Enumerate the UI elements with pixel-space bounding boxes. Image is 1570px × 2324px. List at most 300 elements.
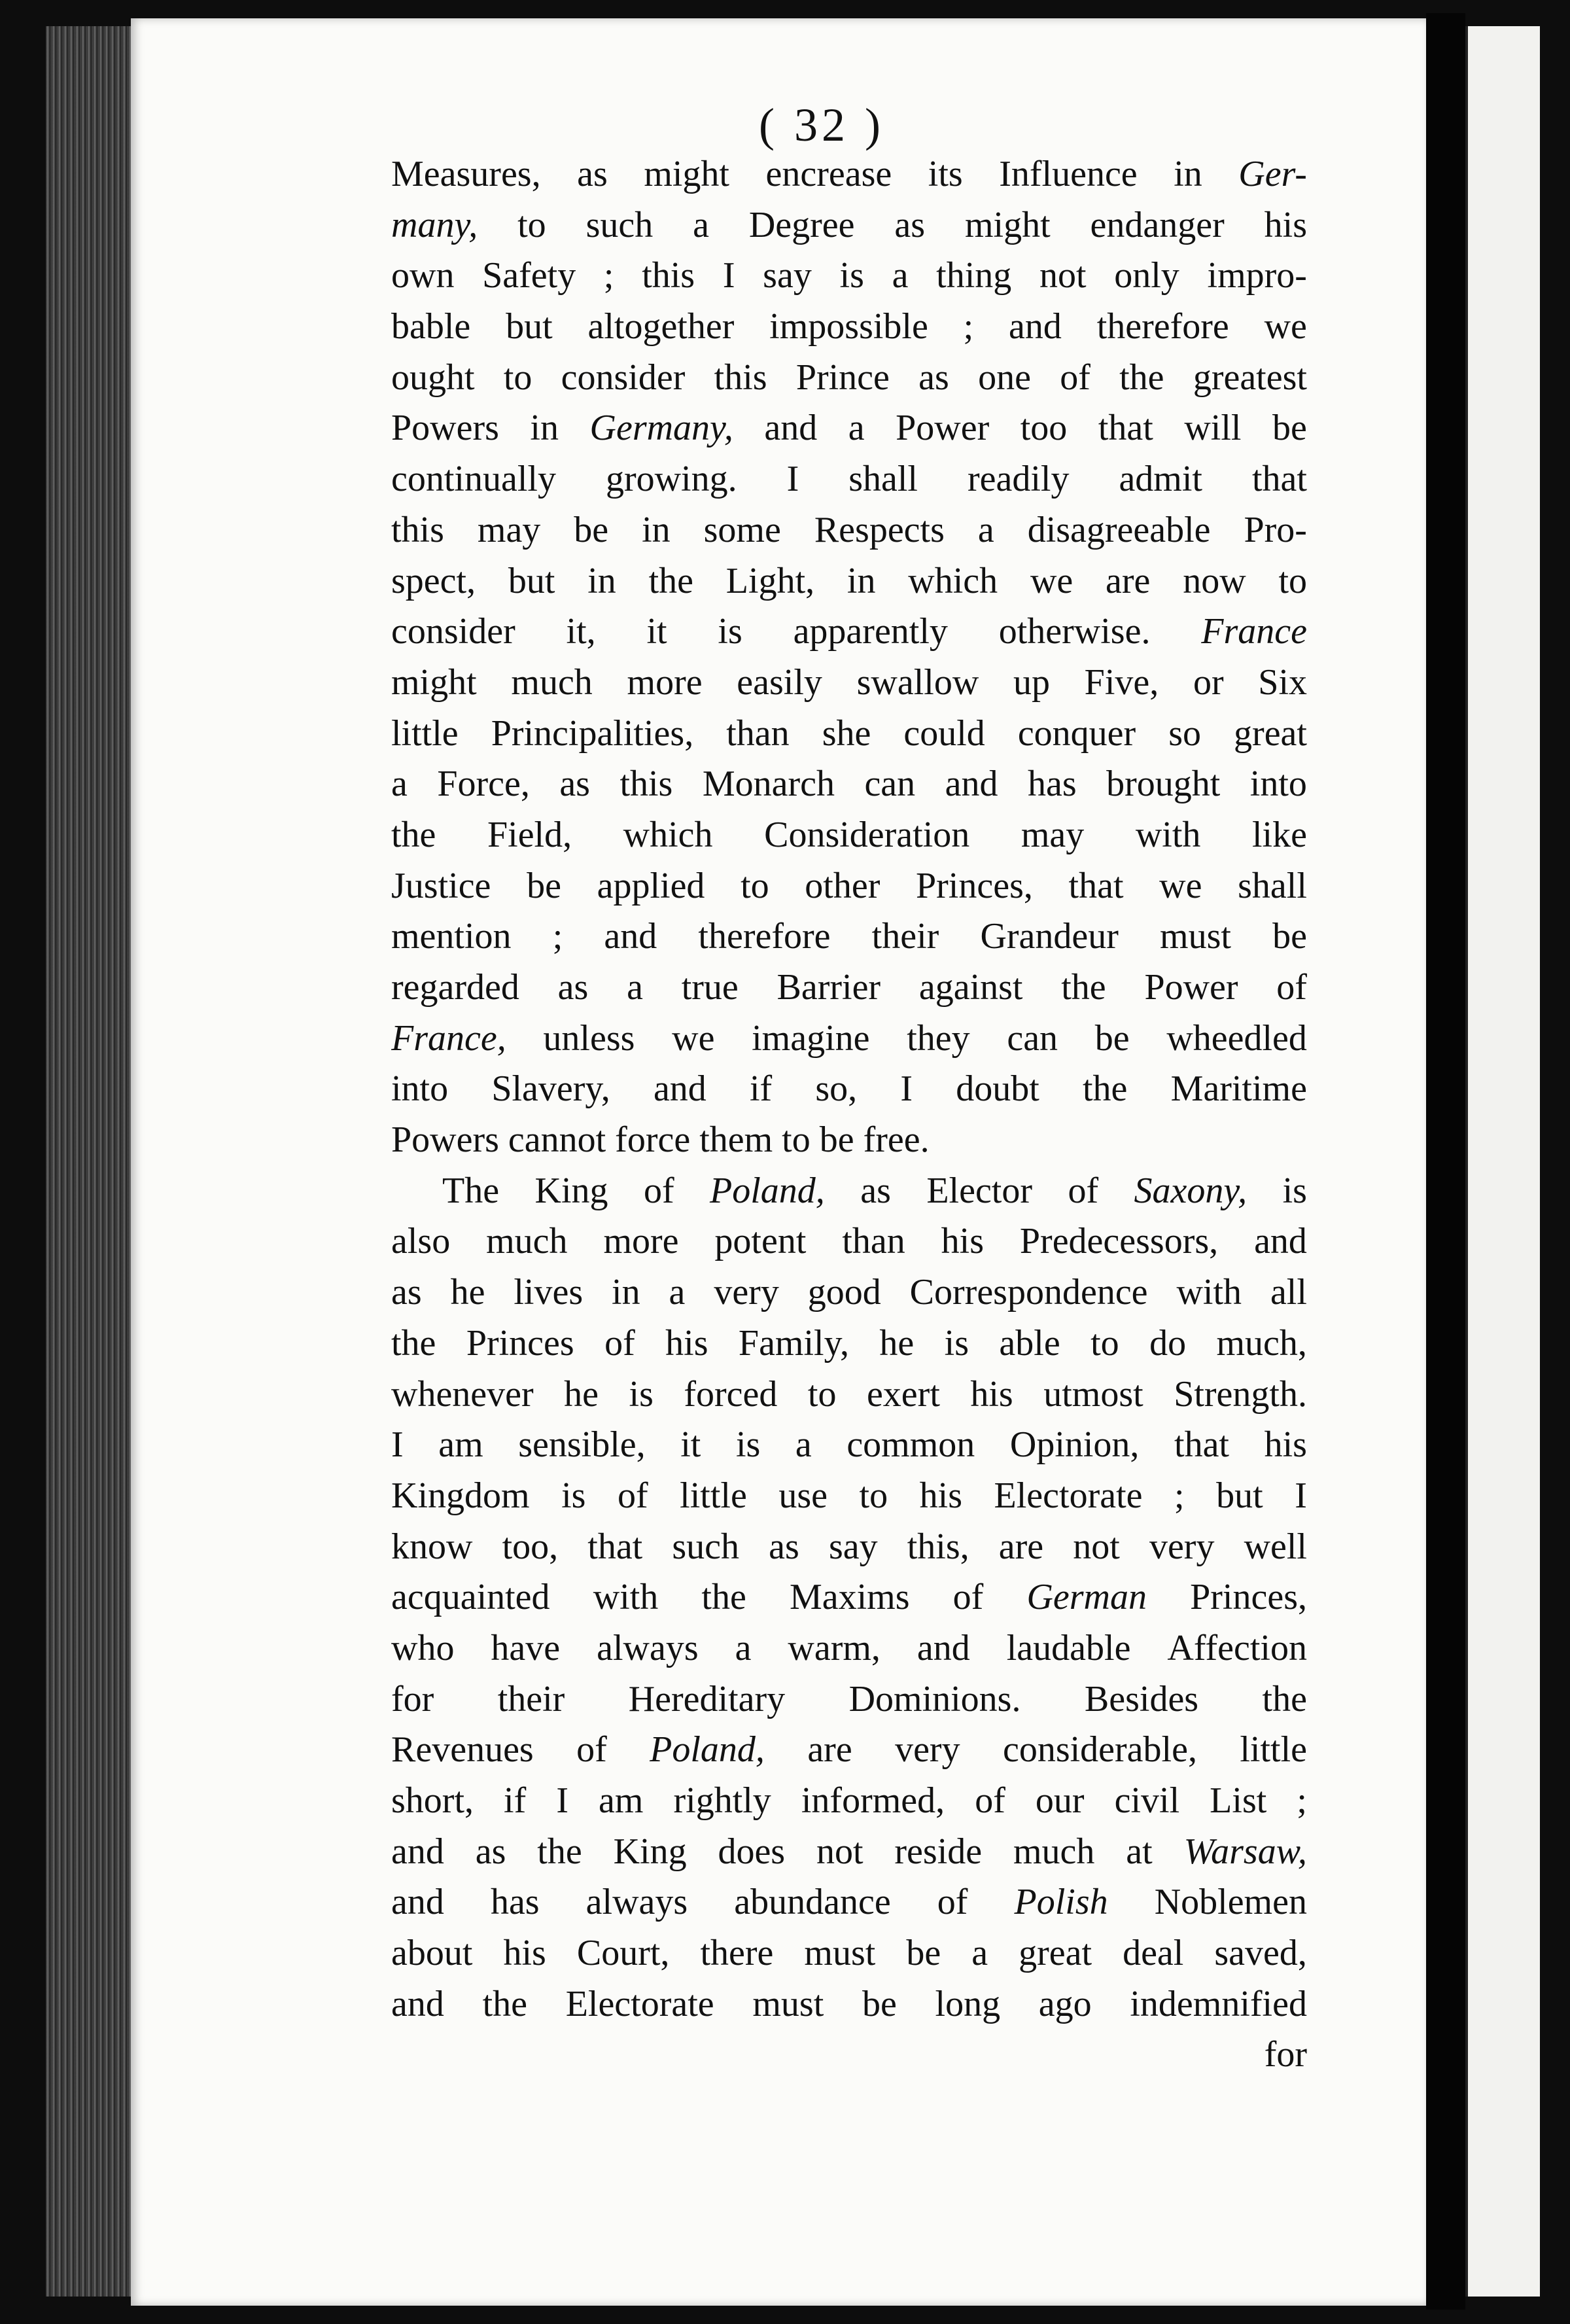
word: may: [1020, 814, 1085, 855]
word: Powers: [391, 1119, 499, 1161]
text-line: [391, 1166, 1307, 1217]
word: which: [908, 560, 998, 601]
word: great: [1019, 1933, 1092, 1974]
word: regarded: [391, 967, 519, 1008]
word: always: [597, 1627, 699, 1668]
word: spect,: [391, 560, 476, 601]
word: with: [593, 1577, 659, 1618]
word: there: [700, 1933, 774, 1974]
word: Predecessors,: [1019, 1221, 1219, 1262]
word: of: [937, 1882, 968, 1923]
word: and: [391, 1882, 444, 1923]
word: German: [1026, 1577, 1147, 1618]
word: the: [1061, 967, 1106, 1008]
word: is: [561, 1475, 586, 1516]
word: saved,: [1214, 1933, 1307, 1974]
word: Saxony,: [1134, 1170, 1247, 1211]
word: a: [892, 255, 909, 296]
word: Princes,: [916, 865, 1033, 906]
word: Family,: [738, 1322, 849, 1364]
word: thing: [936, 255, 1012, 296]
word: endanger: [1090, 204, 1225, 245]
word: Grandeur: [980, 916, 1119, 957]
word: ;: [963, 306, 974, 347]
word: is: [1282, 1170, 1307, 1211]
word: indemnified: [1130, 1983, 1307, 2024]
text-line: [391, 962, 1307, 1013]
word: with: [1176, 1272, 1242, 1313]
body-text: [391, 149, 1307, 2081]
word: we: [1030, 560, 1073, 601]
text-line: [391, 1572, 1307, 1623]
word: forced: [684, 1373, 778, 1415]
text-line: [391, 1115, 1307, 1166]
word: in: [1174, 154, 1202, 194]
word: that: [1098, 408, 1153, 449]
word: Power: [896, 408, 990, 449]
word: otherwise.: [998, 611, 1151, 652]
word: very: [1149, 1526, 1215, 1567]
text-line: [391, 911, 1307, 962]
word: not: [816, 1831, 864, 1872]
word: his: [1264, 1424, 1307, 1466]
text-line: [391, 1827, 1307, 1878]
word: short,: [391, 1780, 474, 1821]
word: ;: [1174, 1475, 1185, 1516]
book-page-edges: [46, 26, 137, 2297]
word: this: [391, 509, 444, 550]
word: many,: [391, 204, 478, 245]
text-line: [391, 454, 1307, 505]
page-number: ( 32 ): [759, 99, 884, 151]
word: Polish: [1014, 1882, 1108, 1923]
text-line: [391, 759, 1307, 810]
word: Court,: [576, 1933, 670, 1974]
text-line: [391, 709, 1307, 760]
word: always: [585, 1882, 688, 1923]
word: is: [944, 1322, 969, 1364]
word: civil: [1114, 1780, 1180, 1821]
word: ;: [603, 255, 614, 296]
word: Prince: [795, 357, 890, 398]
word: reside: [894, 1831, 983, 1872]
word: the: [391, 814, 436, 855]
word: and: [1254, 1221, 1307, 1262]
word: Five,: [1084, 661, 1159, 703]
word: deal: [1123, 1933, 1184, 1974]
word: some: [703, 509, 781, 550]
word: it: [646, 611, 667, 652]
word: consider: [561, 357, 686, 398]
word: Strength.: [1174, 1373, 1307, 1415]
word: a: [627, 967, 643, 1008]
word: know: [391, 1526, 473, 1567]
word: Elector: [926, 1170, 1033, 1211]
word: such: [672, 1526, 740, 1567]
word: apparently: [793, 611, 948, 652]
word: may: [477, 509, 541, 550]
word: the: [391, 1322, 436, 1364]
word: Maritime: [1170, 1068, 1307, 1110]
word: as: [475, 1831, 506, 1872]
word: up: [1013, 661, 1050, 703]
word: very: [895, 1729, 960, 1770]
word: I: [556, 1780, 568, 1821]
word: a: [669, 1272, 686, 1313]
word: other: [805, 865, 881, 906]
word: as: [557, 967, 589, 1008]
word: Influence: [999, 154, 1138, 194]
word: Pro-: [1244, 509, 1307, 550]
word: to: [807, 1373, 837, 1415]
word: good: [807, 1272, 881, 1313]
word: are: [807, 1729, 852, 1770]
text-line: [391, 658, 1307, 709]
word: ought: [391, 357, 475, 398]
word: able: [999, 1322, 1060, 1364]
text-line: [391, 200, 1307, 251]
word: Consideration: [764, 814, 970, 855]
word: informed,: [801, 1780, 945, 1821]
word: encrease: [765, 154, 892, 194]
word: acquainted: [391, 1577, 550, 1618]
text-line: [391, 505, 1307, 556]
word: and: [945, 764, 998, 805]
word: and: [391, 1831, 444, 1872]
word: be: [819, 1119, 854, 1161]
word: King: [534, 1170, 608, 1211]
word: swallow: [856, 661, 979, 703]
text-line: [391, 1725, 1307, 1776]
word: a: [693, 204, 709, 245]
word: more: [603, 1221, 679, 1262]
word: and: [916, 1627, 970, 1668]
word: cannot: [508, 1119, 606, 1161]
word: of: [643, 1170, 674, 1211]
word: has: [1027, 764, 1077, 805]
word: its: [928, 154, 963, 194]
catchword-text: for: [1264, 2034, 1307, 2075]
word: but: [508, 560, 555, 601]
text-line: [391, 1522, 1307, 1573]
word: be: [1094, 1017, 1130, 1059]
word: Princes: [466, 1322, 574, 1364]
word: therefore: [698, 916, 831, 957]
word: Maxims: [789, 1577, 910, 1618]
gutter-shadow: [1426, 13, 1465, 2310]
word: the: [1082, 1068, 1128, 1110]
word: Hereditary: [628, 1678, 786, 1719]
word: a: [848, 408, 865, 449]
word: I: [900, 1068, 913, 1110]
text-line: [391, 607, 1307, 658]
word: disagreeable: [1027, 509, 1211, 550]
word: The: [442, 1170, 500, 1211]
word: Affection: [1167, 1627, 1307, 1668]
word: much: [511, 661, 593, 703]
word: Besides: [1084, 1678, 1199, 1719]
word: who: [391, 1627, 455, 1668]
text-line: [391, 1064, 1307, 1115]
word: are: [998, 1526, 1044, 1567]
word: like: [1251, 814, 1307, 855]
word: that: [587, 1526, 643, 1567]
word: of: [1068, 1170, 1099, 1211]
word: therefore: [1096, 306, 1229, 347]
word: can: [1007, 1017, 1058, 1059]
text-line: [391, 403, 1307, 454]
word: his: [1264, 204, 1307, 245]
text-line: [391, 861, 1307, 912]
word: this: [619, 764, 673, 805]
word: Light,: [725, 560, 815, 601]
word: mention: [391, 916, 512, 957]
word: and: [653, 1068, 706, 1110]
word: his: [503, 1933, 546, 1974]
word: the: [648, 560, 693, 601]
text-line: [391, 810, 1307, 861]
word: say: [828, 1526, 878, 1567]
word: more: [627, 661, 703, 703]
word: and: [391, 1983, 444, 2024]
word: doubt: [956, 1068, 1039, 1110]
text-line: [391, 302, 1307, 353]
word: can: [864, 764, 916, 805]
word: to: [1278, 560, 1307, 601]
word: to: [1090, 1322, 1119, 1364]
word: has: [490, 1882, 540, 1923]
text-line: [391, 1623, 1307, 1674]
word: great: [1234, 713, 1307, 754]
word: consider: [391, 611, 515, 652]
word: will: [1184, 408, 1242, 449]
word: am: [438, 1424, 483, 1466]
text-line: [391, 251, 1307, 302]
word: it: [680, 1424, 701, 1466]
word: a: [795, 1424, 812, 1466]
word: lives: [514, 1272, 584, 1313]
word: Barrier: [776, 967, 881, 1008]
word: Principalities,: [491, 713, 694, 754]
word: so: [1168, 713, 1202, 754]
text-line: [391, 556, 1307, 607]
word: might: [644, 154, 729, 194]
word: now: [1183, 560, 1246, 601]
word: brought: [1106, 764, 1221, 805]
word: ago: [1038, 1983, 1092, 2024]
word: have: [491, 1627, 561, 1668]
word: am: [599, 1780, 644, 1821]
word: much: [486, 1221, 568, 1262]
word: whenever: [391, 1373, 534, 1415]
word: force: [615, 1119, 691, 1161]
word: a: [977, 509, 994, 550]
word: them: [699, 1119, 773, 1161]
word: with: [1135, 814, 1201, 855]
word: be: [1272, 408, 1307, 449]
word: Measures,: [391, 154, 541, 194]
word: in: [587, 560, 616, 601]
word: he: [564, 1373, 599, 1415]
word: are: [1106, 560, 1151, 601]
word: for: [391, 1678, 434, 1719]
word: must: [804, 1933, 876, 1974]
word: be: [862, 1983, 897, 2024]
word: their: [871, 916, 939, 957]
word: only: [1114, 255, 1179, 296]
word: conquer: [1017, 713, 1136, 754]
word: Germany,: [589, 408, 733, 449]
word: or: [1193, 661, 1224, 703]
word: growing.: [605, 459, 737, 500]
word: his: [941, 1221, 984, 1262]
word: this: [642, 255, 695, 296]
text-line: [391, 1979, 1307, 2030]
word: and: [1009, 306, 1062, 347]
word: the: [1262, 1678, 1307, 1719]
word: as: [860, 1170, 891, 1211]
word: as: [894, 204, 926, 245]
word: Force,: [437, 764, 530, 805]
word: List: [1210, 1780, 1267, 1821]
word: so,: [815, 1068, 858, 1110]
word: than: [842, 1221, 905, 1262]
text-line: [391, 1369, 1307, 1420]
word: Warsaw,: [1183, 1831, 1307, 1872]
word: bable: [391, 306, 471, 347]
word: to: [503, 357, 532, 398]
word: very: [714, 1272, 779, 1313]
word: must: [1160, 916, 1231, 957]
word: also: [391, 1221, 451, 1262]
word: France,: [391, 1017, 506, 1059]
word: abundance: [734, 1882, 891, 1923]
word: the: [1119, 357, 1164, 398]
word: of: [1276, 967, 1307, 1008]
word: of: [617, 1475, 648, 1516]
word: as: [769, 1526, 799, 1567]
word: if: [504, 1780, 527, 1821]
word: could: [903, 713, 985, 754]
word: is: [718, 611, 742, 652]
word: the: [537, 1831, 582, 1872]
word: at: [1126, 1831, 1153, 1872]
word: we: [672, 1017, 715, 1059]
word: he: [879, 1322, 915, 1364]
word: Safety: [482, 255, 576, 296]
word: is: [629, 1373, 654, 1415]
word: as: [391, 1272, 422, 1313]
word: true: [681, 967, 739, 1008]
word: a: [971, 1933, 988, 1974]
word: to: [517, 204, 546, 245]
word: this: [714, 357, 767, 398]
text-line: [391, 1776, 1307, 1827]
word: not: [1073, 1526, 1120, 1567]
word: France: [1201, 611, 1307, 652]
word: in: [612, 1272, 640, 1313]
word: of: [952, 1577, 984, 1618]
word: in: [530, 408, 559, 449]
word: Correspondence: [909, 1272, 1148, 1313]
word: it,: [566, 611, 596, 652]
word: Poland,: [710, 1170, 825, 1211]
word: imagine: [752, 1017, 870, 1059]
word: readily: [967, 459, 1070, 500]
word: Ger-: [1238, 154, 1307, 194]
word: shall: [848, 459, 918, 500]
word: that: [1174, 1424, 1229, 1466]
word: to: [859, 1475, 888, 1516]
word: of: [975, 1780, 1005, 1821]
word: common: [846, 1424, 975, 1466]
word: one: [978, 357, 1031, 398]
word: about: [391, 1933, 473, 1974]
word: as: [577, 154, 608, 194]
word: well: [1244, 1526, 1307, 1567]
word: rightly: [673, 1780, 771, 1821]
text-line: [391, 1216, 1307, 1267]
word: use: [778, 1475, 828, 1516]
word: we: [1159, 865, 1202, 906]
word: impro-: [1207, 255, 1307, 296]
word: laudable: [1006, 1627, 1131, 1668]
word: but: [1216, 1475, 1263, 1516]
word: unless: [543, 1017, 635, 1059]
word: easily: [737, 661, 822, 703]
word: little: [680, 1475, 747, 1516]
word: Noblemen: [1154, 1882, 1307, 1923]
word: impossible: [769, 306, 928, 347]
word: this,: [907, 1526, 969, 1567]
word: their: [497, 1678, 565, 1719]
word: Power: [1144, 967, 1238, 1008]
text-line: [391, 1877, 1307, 1928]
word: Six: [1258, 661, 1307, 703]
word: Justice: [391, 865, 491, 906]
word: be: [906, 1933, 941, 1974]
text-line: [391, 1013, 1307, 1065]
catchword: [391, 2030, 1307, 2081]
word: admit: [1119, 459, 1202, 500]
word: altogether: [587, 306, 735, 347]
word: Slavery,: [491, 1068, 610, 1110]
word: warm,: [788, 1627, 881, 1668]
word: Respects: [814, 509, 945, 550]
word: shall: [1238, 865, 1307, 906]
word: King: [613, 1831, 687, 1872]
word: his: [970, 1373, 1013, 1415]
text-line: [391, 1267, 1307, 1318]
word: if: [749, 1068, 773, 1110]
text-line: [391, 1420, 1307, 1471]
word: does: [718, 1831, 786, 1872]
word: a: [391, 764, 408, 805]
word: the: [482, 1983, 527, 2024]
word: in: [642, 509, 671, 550]
word: considerable,: [1002, 1729, 1197, 1770]
word: and: [764, 408, 818, 449]
word: they: [907, 1017, 970, 1059]
word: do: [1149, 1322, 1187, 1364]
word: must: [752, 1983, 824, 2024]
word: I: [722, 255, 735, 296]
word: I: [1295, 1475, 1307, 1516]
word: Field,: [487, 814, 572, 855]
text-line: [391, 1318, 1307, 1369]
word: be: [1272, 916, 1307, 957]
word: he: [450, 1272, 485, 1313]
